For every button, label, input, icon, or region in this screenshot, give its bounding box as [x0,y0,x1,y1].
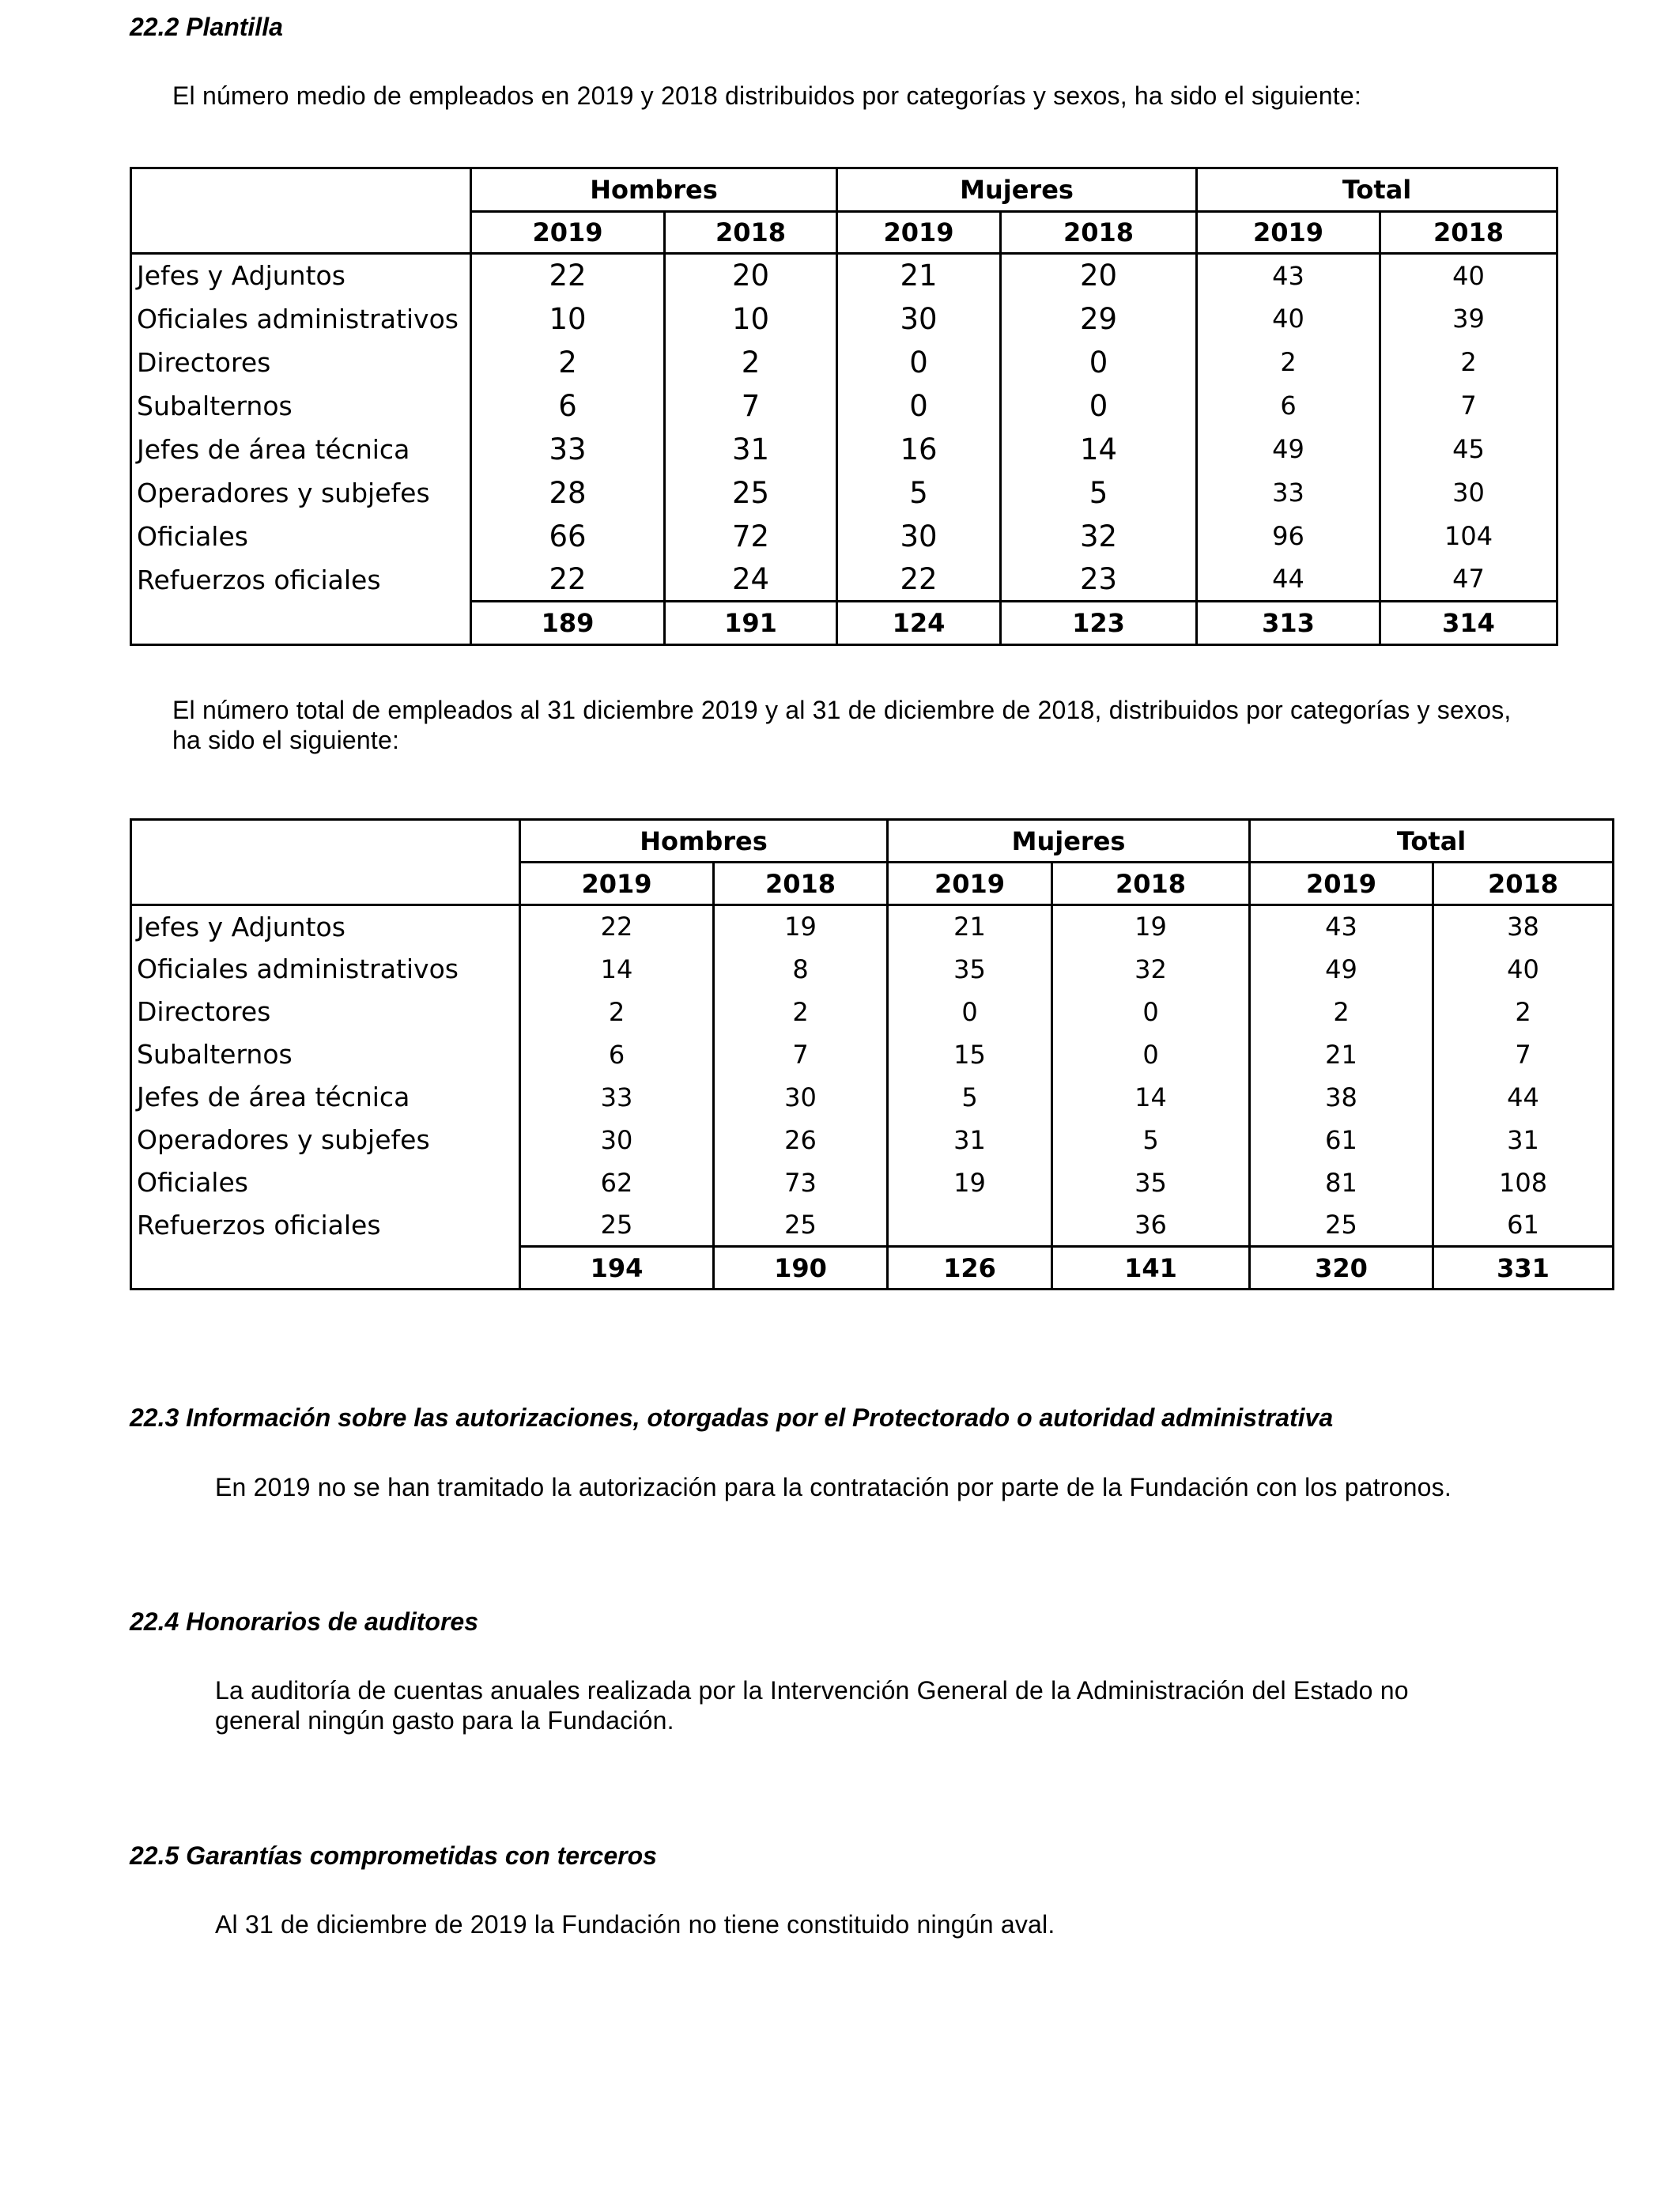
table-row [131,948,1614,991]
cell-value: 19 [714,905,888,948]
cell-value: 38 [1433,905,1614,948]
year-header: 2019 [520,863,714,905]
cell-value: 30 [1380,471,1557,515]
row-label: Operadores y subjefes [131,471,471,515]
cell-value: 31 [1433,1119,1614,1161]
autorizaciones-paragraph: En 2019 no se han tramitado la autorización para la contratación por parte de la Fundación con los patronos. [215,1473,1452,1501]
cell-value: 2 [1380,341,1557,384]
year-header: 2018 [1052,863,1250,905]
section-heading-plantilla: 22.2 Plantilla [130,13,283,41]
total-value: 331 [1433,1247,1614,1290]
table-row [131,1076,1614,1119]
cell-value: 5 [837,471,1001,515]
row-label: Directores [131,991,520,1033]
year-header: 2019 [471,212,665,254]
row-label: Oficiales administrativos [131,297,471,341]
cell-value: 7 [665,384,837,428]
row-label: Oficiales [131,515,471,558]
cell-value: 21 [888,905,1052,948]
year-header: 2019 [888,863,1052,905]
cell-value: 24 [665,558,837,602]
cell-value: 10 [471,297,665,341]
row-label: Refuerzos oficiales [131,558,471,602]
cell-value: 15 [888,1033,1052,1076]
totals-label-cell [131,602,471,645]
cell-value: 25 [1250,1204,1433,1247]
cell-value: 62 [520,1161,714,1204]
total-value: 194 [520,1247,714,1290]
year-header: 2019 [1250,863,1433,905]
table-corner-cell [131,168,471,254]
table-row [131,428,1557,471]
table-row [131,384,1557,428]
cell-value: 39 [1380,297,1557,341]
second-paragraph: El número total de empleados al 31 diciembre 2019 y al 31 de diciembre de 2018, distribuidos por categorías y sexos, ha sido el siguiente: [172,696,1512,754]
cell-value: 31 [665,428,837,471]
totals-row [131,1247,1614,1290]
year-header: 2018 [1001,212,1197,254]
table-row [131,558,1557,602]
average-employees-table [130,167,1558,646]
cell-value: 28 [471,471,665,515]
group-header-mujeres: Mujeres [888,820,1250,863]
table-row [131,1204,1614,1247]
cell-value: 6 [471,384,665,428]
cell-value: 30 [837,515,1001,558]
cell-value: 2 [471,341,665,384]
cell-value: 96 [1197,515,1380,558]
cell-value: 0 [1052,1033,1250,1076]
cell-value: 10 [665,297,837,341]
cell-value: 49 [1250,948,1433,991]
group-header-mujeres: Mujeres [837,168,1197,212]
row-label: Subalternos [131,1033,520,1076]
cell-value: 81 [1250,1161,1433,1204]
cell-value: 32 [1052,948,1250,991]
cell-value: 16 [837,428,1001,471]
cell-value: 38 [1250,1076,1433,1119]
garantias-paragraph: Al 31 de diciembre de 2019 la Fundación no tiene constituido ningún aval. [215,1910,1055,1939]
cell-value: 33 [520,1076,714,1119]
table-row [131,341,1557,384]
cell-value: 0 [888,991,1052,1033]
cell-value: 45 [1380,428,1557,471]
year-header: 2018 [1433,863,1614,905]
cell-value: 40 [1197,297,1380,341]
cell-value: 2 [665,341,837,384]
cell-value: 22 [837,558,1001,602]
cell-value: 7 [1380,384,1557,428]
row-label: Jefes de área técnica [131,1076,520,1119]
table-row [131,471,1557,515]
total-value: 141 [1052,1247,1250,1290]
cell-value: 30 [714,1076,888,1119]
cell-value: 8 [714,948,888,991]
row-label: Jefes de área técnica [131,428,471,471]
total-value: 313 [1197,602,1380,645]
cell-value: 40 [1433,948,1614,991]
cell-value: 14 [1001,428,1197,471]
intro-paragraph: El número medio de empleados en 2019 y 2018 distribuidos por categorías y sexos, ha sido el siguiente: [172,81,1361,110]
table-row [131,254,1557,297]
row-label: Directores [131,341,471,384]
cell-value: 40 [1380,254,1557,297]
total-value: 123 [1001,602,1197,645]
cell-value: 0 [837,341,1001,384]
cell-value: 26 [714,1119,888,1161]
cell-value: 2 [520,991,714,1033]
section-heading-garantias: 22.5 Garantías comprometidas con terceros [130,1841,657,1870]
year-header: 2018 [1380,212,1557,254]
total-value: 189 [471,602,665,645]
cell-value: 14 [520,948,714,991]
totals-label-cell [131,1247,520,1290]
cell-value: 0 [1052,991,1250,1033]
cell-value: 2 [714,991,888,1033]
table-row [131,1161,1614,1204]
cell-value: 47 [1380,558,1557,602]
cell-value: 19 [1052,905,1250,948]
cell-value: 44 [1197,558,1380,602]
table-row [131,515,1557,558]
cell-value: 21 [1250,1033,1433,1076]
cell-value: 43 [1197,254,1380,297]
cell-value: 0 [1001,384,1197,428]
totals-row [131,602,1557,645]
total-value: 190 [714,1247,888,1290]
cell-value: 25 [714,1204,888,1247]
total-value: 320 [1250,1247,1433,1290]
cell-value: 30 [520,1119,714,1161]
group-header-total: Total [1197,168,1557,212]
cell-value [888,1204,1052,1247]
row-label: Jefes y Adjuntos [131,254,471,297]
cell-value: 2 [1433,991,1614,1033]
cell-value: 35 [888,948,1052,991]
group-header-hombres: Hombres [520,820,888,863]
row-label: Jefes y Adjuntos [131,905,520,948]
table-row [131,991,1614,1033]
cell-value: 7 [1433,1033,1614,1076]
cell-value: 72 [665,515,837,558]
cell-value: 25 [520,1204,714,1247]
year-header: 2018 [665,212,837,254]
cell-value: 36 [1052,1204,1250,1247]
group-header-total: Total [1250,820,1614,863]
group-header-hombres: Hombres [471,168,837,212]
cell-value: 104 [1380,515,1557,558]
table-row [131,1119,1614,1161]
row-label: Oficiales administrativos [131,948,520,991]
section-heading-autorizaciones: 22.3 Información sobre las autorizaciones, otorgadas por el Protectorado o autoridad administrativa [130,1403,1334,1432]
row-label: Oficiales [131,1161,520,1204]
cell-value: 6 [1197,384,1380,428]
year-header: 2018 [714,863,888,905]
cell-value: 22 [471,254,665,297]
cell-value: 43 [1250,905,1433,948]
total-value: 191 [665,602,837,645]
cell-value: 73 [714,1161,888,1204]
cell-value: 44 [1433,1076,1614,1119]
cell-value: 35 [1052,1161,1250,1204]
table-row [131,905,1614,948]
cell-value: 19 [888,1161,1052,1204]
cell-value: 2 [1197,341,1380,384]
total-value: 314 [1380,602,1557,645]
table-row [131,297,1557,341]
cell-value: 61 [1250,1119,1433,1161]
row-label: Refuerzos oficiales [131,1204,520,1247]
honorarios-paragraph-line2: general ningún gasto para la Fundación. [215,1706,674,1735]
cell-value: 22 [520,905,714,948]
cell-value: 20 [1001,254,1197,297]
cell-value: 5 [1052,1119,1250,1161]
cell-value: 20 [665,254,837,297]
section-heading-honorarios: 22.4 Honorarios de auditores [130,1607,479,1636]
cell-value: 7 [714,1033,888,1076]
table-corner-cell [131,820,520,905]
cell-value: 2 [1250,991,1433,1033]
cell-value: 33 [1197,471,1380,515]
cell-value: 32 [1001,515,1197,558]
cell-value: 108 [1433,1161,1614,1204]
cell-value: 6 [520,1033,714,1076]
cell-value: 33 [471,428,665,471]
year-header: 2019 [1197,212,1380,254]
cell-value: 5 [888,1076,1052,1119]
row-label: Subalternos [131,384,471,428]
cell-value: 5 [1001,471,1197,515]
cell-value: 49 [1197,428,1380,471]
cell-value: 14 [1052,1076,1250,1119]
cell-value: 30 [837,297,1001,341]
year-end-employees-table [130,818,1614,1290]
cell-value: 0 [1001,341,1197,384]
year-header: 2019 [837,212,1001,254]
cell-value: 66 [471,515,665,558]
cell-value: 61 [1433,1204,1614,1247]
total-value: 124 [837,602,1001,645]
cell-value: 21 [837,254,1001,297]
honorarios-paragraph-line1: La auditoría de cuentas anuales realizada por la Intervención General de la Administración del Estado no [215,1676,1409,1705]
cell-value: 23 [1001,558,1197,602]
cell-value: 31 [888,1119,1052,1161]
cell-value: 29 [1001,297,1197,341]
cell-value: 0 [837,384,1001,428]
total-value: 126 [888,1247,1052,1290]
cell-value: 22 [471,558,665,602]
cell-value: 25 [665,471,837,515]
row-label: Operadores y subjefes [131,1119,520,1161]
table-row [131,1033,1614,1076]
